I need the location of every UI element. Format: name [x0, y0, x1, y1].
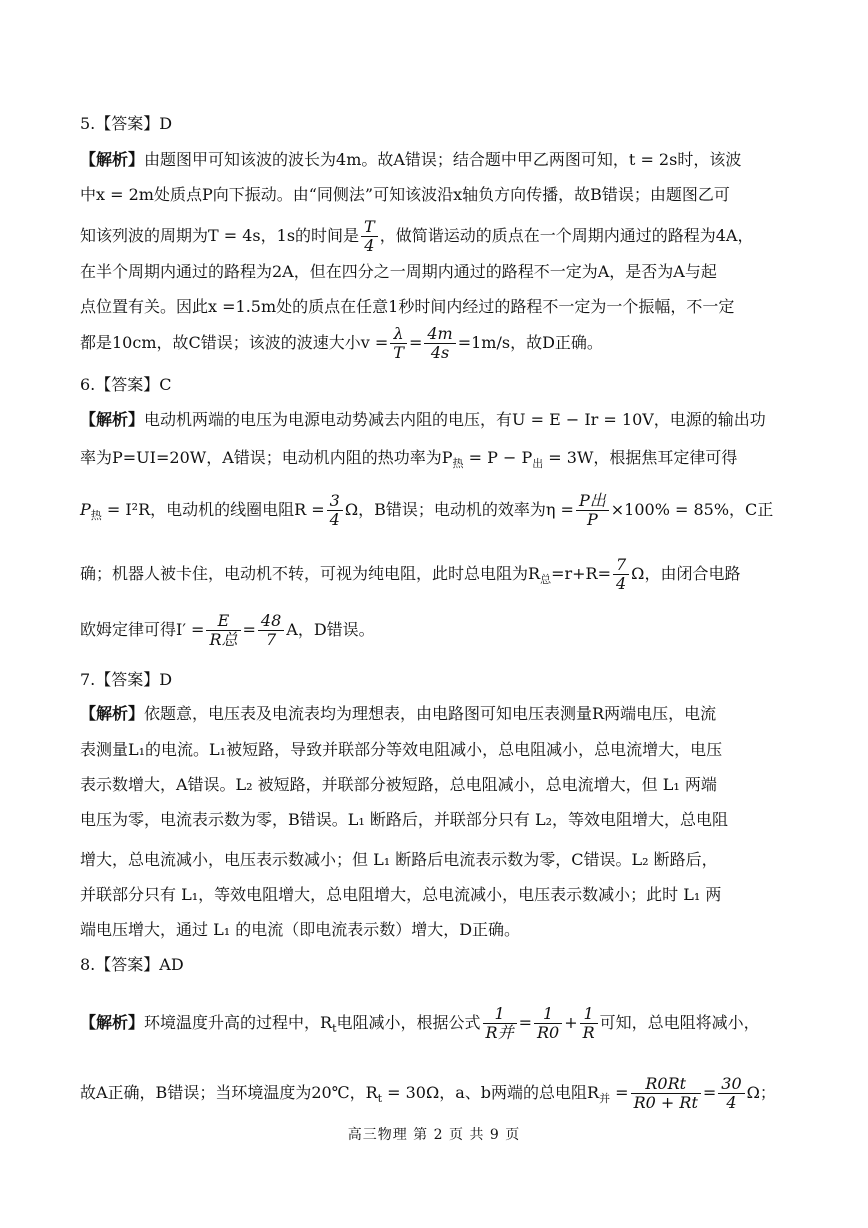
q5-text-6b: =1m/s，故D正确。 [457, 333, 603, 352]
q6-fraction-3-4: $\frac{3}{4}$ [327, 492, 343, 529]
q5-line-5: 点位置有关。因此x =1.5m处的质点在任意1秒时间内经过的路程不一定为一个振幅，不一定 [80, 297, 735, 316]
q5-answer: 5.【答案】D [80, 114, 173, 133]
q6-analysis-tag: 【解析】 [80, 410, 145, 429]
q8-line-2: 故A正确，B错误；当环境温度为20℃，$R_t = 30\Omega$，a、b两端的总电阻$R_并$ = $\frac{R0Rt}{R0 + Rt}$ = $\frac{30}{4}$ Ω； [80, 1074, 776, 1112]
q5-text-3b: ，做简谐运动的质点在一个周期内通过的路程为4A， [379, 226, 754, 245]
q5-fraction-4m-4s: $\frac{4m}{4s}$ [424, 325, 455, 362]
q5-text-3a: 知该列波的周期为T = 4s，1s的时间是 [80, 226, 360, 245]
q8-analysis-tag: 【解析】 [80, 1013, 145, 1032]
q7-line-1 [80, 704, 792, 724]
q8-fraction-1-r: $\frac{1}{R}$ [580, 1005, 598, 1042]
q5-fraction-t4: $\frac{T}{4}$ [361, 218, 378, 255]
q6-fraction-e-r: $\frac{E}{\text{R总}}$ [206, 612, 240, 649]
q8-answer: 8.【答案】AD [80, 955, 184, 974]
q5-line-2: 中x = 2m处质点P向下振动。由“同侧法”可知该波沿x轴负方向传播，故B错误；由题图乙可 [80, 185, 730, 204]
q7-line-3: 表示数增大，A错误。L₂ 被短路，并联部分被短路，总电阻减小，总电流增大，但 L₁ 两端 [80, 775, 717, 794]
q8-fraction-30-4: $\frac{30}{4}$ [718, 1075, 744, 1112]
q5-line-1 [80, 150, 792, 170]
q7-analysis-tag: 【解析】 [80, 704, 145, 723]
q6-line-2: 率为P=UI=20W，A错误；电动机内阻的热功率为$P_热 = P - P_出 = 3W$，根据焦耳定律可得 [80, 448, 738, 471]
q6-text-1: 电动机两端的电压为电源电动势减去内阻的电压，有U = E − Ir = 10V，电源的输出功 [144, 410, 766, 429]
q5-line-3 [80, 218, 792, 255]
q6-line-1 [80, 410, 792, 430]
page-footer: 高三物理 第 2 页 共 9 页 [347, 1127, 521, 1143]
q8-fraction-1-rpar: $\frac{1}{\text{R并}}$ [483, 1005, 517, 1042]
q7-text-1: 依题意，电压表及电流表均为理想表，由电路图可知电压表测量R两端电压，电流 [144, 704, 717, 723]
q5-line-4: 在半个周期内通过的路程为2A，但在四分之一周期内通过的路程不一定为A，是否为A与起 [80, 262, 717, 281]
q6-line-3: $P_热 = I^2R$，电动机的线圈电阻R = $\frac{3}{4}$ Ω，B错误；电动机的效率为η = $\frac{\text{P出}}{P}$ ×100% = 85%，C正 [80, 491, 774, 529]
q6-fraction-efficiency: $\frac{\text{P出}}{P}$ [576, 492, 609, 529]
q8-line-1: 【解析】环境温度升高的过程中，$R_t$电阻减小，根据公式 $\frac{1}{\text{R并}}$ = $\frac{1}{R0}$ + $\frac{1}{R}$ 可知，总电阻将减小， [80, 1004, 760, 1042]
q5-text-1: 由题图甲可知该波的波长为4m。故A错误；结合题中甲乙两图可知，t = 2s时，该波 [144, 150, 742, 169]
q7-line-2: 表测量L₁的电流。L₁被短路，导致并联部分等效电阻减小，总电阻减小，总电流增大，电压 [80, 740, 723, 759]
q7-line-5: 增大，总电流减小，电压表示数减小；但 L₁ 断路后电流表示数为零，C错误。L₂ 断路后， [80, 850, 718, 869]
q6-answer: 6.【答案】C [80, 375, 172, 394]
q7-line-7: 端电压增大，通过 L₁ 的电流（即电流表示数）增大，D正确。 [80, 920, 521, 939]
q7-line-6: 并联部分只有 L₁，等效电阻增大，总电阻增大，总电流减小，电压表示数减小；此时 L₁ 两 [80, 885, 722, 904]
q7-answer: 7.【答案】D [80, 670, 173, 689]
q8-fraction-1-r0: $\frac{1}{R0}$ [534, 1005, 562, 1042]
q5-line-6: 都是10cm，故C错误；该波的波速大小v = $\frac{\lambda}{T}$ = $\frac{4m}{4s}$ =1m/s，故D正确。 [80, 324, 603, 362]
q5-fraction-lambda-t: $\frac{\lambda}{T}$ [390, 325, 407, 362]
q6-line-4: 确；机器人被卡住，电动机不转，可视为纯电阻，此时总电阻为$R_总=r+R=$ $\frac{7}{4}$ Ω，由闭合电路 [80, 555, 741, 593]
q8-fraction-r0rt: $\frac{R0Rt}{R0 + Rt}$ [631, 1075, 701, 1112]
q5-text-6a: 都是10cm，故C错误；该波的波速大小v = [80, 333, 389, 352]
q5-analysis-tag: 【解析】 [80, 150, 145, 169]
q7-line-4: 电压为零，电流表示数为零，B错误。L₁ 断路后，并联部分只有 L₂，等效电阻增大，总电阻 [80, 810, 729, 829]
q6-fraction-7-4: $\frac{7}{4}$ [613, 556, 629, 593]
q6-line-5: 欧姆定律可得I′ = $\frac{E}{\text{R总}}$ = $\frac{48}{7}$ A，D错误。 [80, 611, 375, 649]
q6-fraction-48-7: $\frac{48}{7}$ [258, 612, 284, 649]
